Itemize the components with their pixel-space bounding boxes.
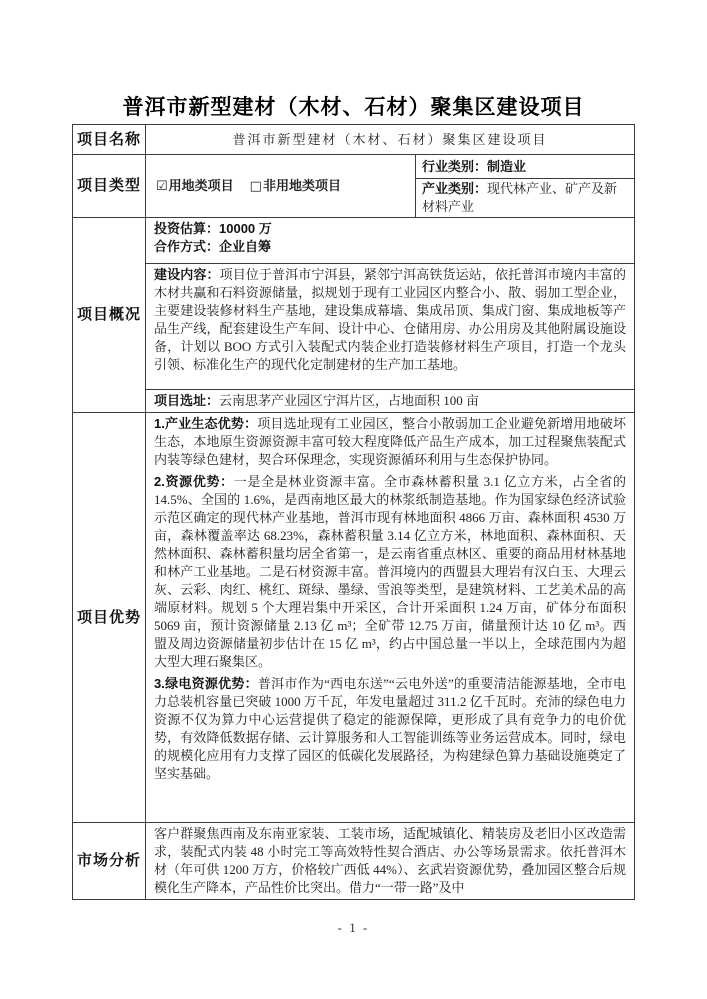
row-project-site — [73, 390, 635, 413]
row-overview-finance — [73, 218, 635, 264]
row-construction-content — [73, 264, 635, 390]
project-info-table — [72, 124, 635, 900]
sector-category-cell — [416, 179, 635, 218]
investment-value: 10000 万 — [219, 221, 272, 236]
advantage-1-label: 1.产业生态优势： — [154, 416, 258, 431]
unchecked-checkbox-icon: □ — [249, 178, 262, 194]
non-land-project-option — [250, 178, 341, 193]
non-land-option-label: 非用地类项目 — [262, 177, 341, 193]
advantage-3-label: 3.绿电资源优势： — [154, 676, 258, 691]
market-analysis-cell — [146, 823, 635, 900]
industry-category-cell — [416, 155, 635, 179]
market-analysis-text: 客户群聚焦西南及东南亚家装、工装市场，适配城镇化、精装房及老旧小区改造需求，装配式内装 48 小时完工等高效特性契合酒店、办公等场景需求。依托普洱木材（年可供 1200 万方，价格较广西低 44%）、玄武岩资源优势，叠加园区整合后规模化生产降本，产品性价比突出。借力“一带一路”及中 — [154, 826, 627, 895]
sector-category-value: 现代林产业、矿产及新材料产业 — [422, 181, 618, 214]
site-label: 项目选址： — [154, 393, 220, 408]
row-project-name — [73, 125, 635, 155]
checked-checkbox-icon: ☑ — [156, 178, 168, 194]
advantage-2-label: 2.资源优势： — [154, 474, 234, 489]
industry-category-label: 行业类别： — [422, 158, 488, 174]
advantage-1-text: 项目选址现有工业园区，整合小散弱加工企业避免新增用地破坏生态，本地原生资源资源丰富可较大程度降低产品生产成本，加工过程聚焦装配式内装等绿色建材，契合环保理念，实现资源循环利用与生态保护协同。 — [154, 416, 627, 467]
project-name-value: 普洱市新型建材（木材、石材）聚集区建设项目 — [146, 125, 635, 155]
row-project-type — [73, 155, 635, 179]
advantage-2-text: 一是全是林业资源丰富。全市森林蓄积量 3.1 亿立方米，占全省的 14.5%、全国的 1.6%，是西南地区最大的林浆纸制造基地。作为国家绿色经济试验示范区确定的现代林产业基地，普洱市现有林地面积 4866 万亩、森林面积 4530 万亩，森林覆盖率达 68.23%，森林蓄积量 3.14 亿立方米，林地面积、森林面积、天然林面积、森林蓄积量均居全省第一，是云南省重点林区、重要的商品用材林基地和林产工业基地。二是石材资源丰富。普洱境内的西盟县大理岩有汉白玉、大理云灰、云彩、肉红、桃红、斑绿、墨绿、雪浪等类型，是建筑材料、工艺美术品的高端原材料。规划 5 个大理岩集中开采区，合计开采面积 1.24 万亩，矿体分布面积 5069 亩，预计资源储量 2.13 亿 m³；全矿带 12.75 万亩，储量预计达 10 亿 m³。西盟及周边资源储量初步估计在 15 亿 m³，约占中国总量一半以上，全球范围内为超大型大理石聚集区。 — [154, 474, 627, 669]
advantage-resources — [154, 473, 626, 671]
project-site-cell — [146, 390, 635, 413]
cooperation-value: 企业自筹 — [219, 239, 272, 254]
sector-category-label: 产业类别： — [422, 181, 488, 196]
document-title: 普洱市新型建材（木材、石材）聚集区建设项目 — [122, 95, 585, 119]
cooperation-line — [154, 238, 626, 256]
overview-finance-cell — [146, 218, 635, 264]
project-type-options — [146, 155, 416, 218]
cooperation-label: 合作方式： — [154, 239, 220, 254]
construction-text: 项目位于普洱市宁洱县，紧邻宁洱高铁货运站，依托普洱市境内丰富的木材共赢和石料资源储量，拟规划于现有工业园区内整合小、散、弱加工型企业，主要建设装修材料生产基地，建设集成幕墙、集成吊顶、集成门窗、集成地板等产品生产线，配套建设生产车间、设计中心、仓储用房、办公用房及其他附属设施设备，计划以 BOO 方式引入装配式内装企业打造装修材料生产项目，打造一个龙头引领、标准化生产的现代化定制建材的生产加工基地。 — [154, 267, 627, 372]
project-name-header: 项目名称 — [73, 125, 146, 155]
advantage-3-text: 普洱市作为“西电东送”“云电外送”的重要清洁能源基地，全市电力总装机容量已突破 1000 万千瓦，年发电量超过 311.2 亿千瓦时。充沛的绿色电力资源不仅为算力中心运营提供了稳定的能源保障，更形成了具有竞争力的电价优势，有效降低数据存储、云计算服务和人工智能训练等业务运营成本。同时，绿电的规模化应用有力支撑了园区的低碳化发展路径，为构建绿色算力基础设施奠定了坚实基础。 — [154, 676, 627, 781]
investment-line — [154, 220, 626, 238]
project-type-header: 项目类型 — [73, 155, 146, 218]
row-advantages — [73, 413, 635, 823]
advantages-cell — [146, 413, 635, 823]
construction-content-cell — [146, 264, 635, 390]
overview-header: 项目概况 — [73, 218, 146, 413]
industry-category-value: 制造业 — [487, 158, 527, 174]
page-number: - 1 - — [337, 920, 370, 935]
row-market-analysis — [73, 823, 635, 900]
land-project-option — [156, 178, 234, 193]
site-value: 云南思茅产业园区宁洱片区，占地面积 100 亩 — [219, 393, 480, 408]
investment-label: 投资估算： — [154, 221, 220, 236]
advantages-header: 项目优势 — [73, 413, 146, 823]
construction-label: 建设内容： — [154, 267, 220, 282]
advantage-industry-ecology — [154, 415, 626, 469]
land-option-label: 用地类项目 — [168, 177, 234, 193]
advantage-green-power — [154, 675, 626, 783]
market-analysis-header: 市场分析 — [73, 823, 146, 900]
